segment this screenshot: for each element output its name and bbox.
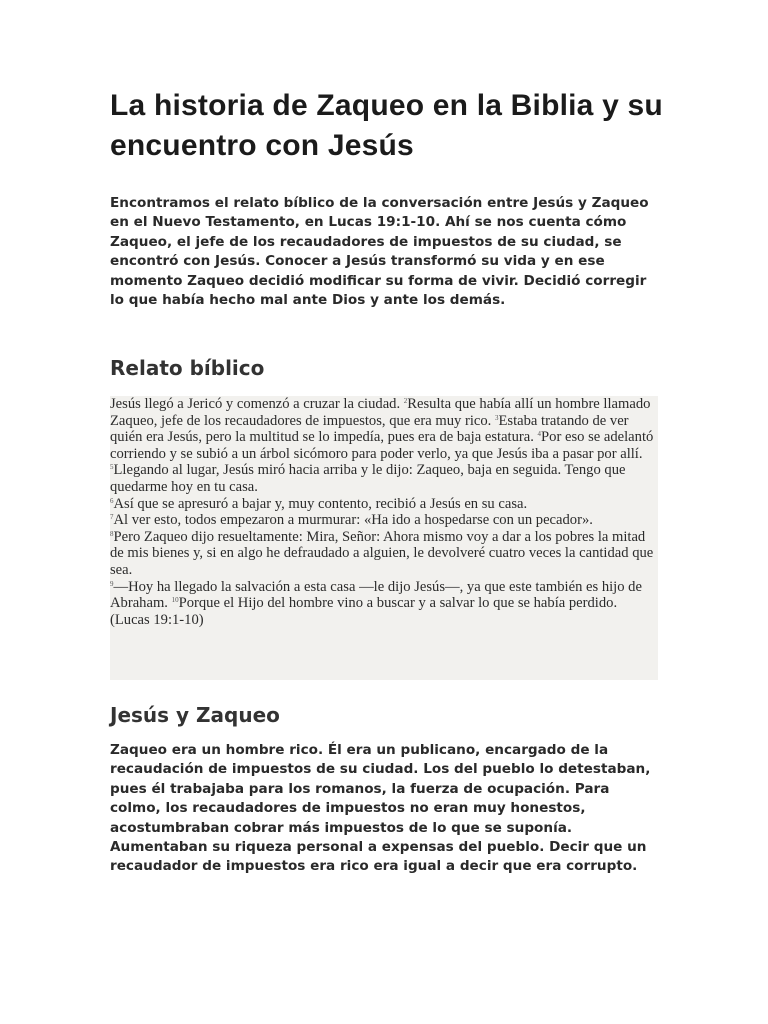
- verse-3-text: Estaba tratando de ver quién era Jesús, pero la multitud se lo impedía, pues era de baja estatura.: [110, 412, 629, 446]
- bible-quote-block: [110, 396, 658, 680]
- quote-paragraph-5: [110, 462, 658, 495]
- quote-paragraph-6: [110, 496, 658, 513]
- verse-6-text: Así que se apresuró a bajar y, muy contento, recibió a Jesús en su casa.: [113, 495, 528, 512]
- verse-7-number: 7: [110, 513, 114, 522]
- section-heading-jesus-zaqueo: Jesús y Zaqueo: [110, 703, 280, 727]
- verse-9-text: —Hoy ha llegado la salvación a esta casa —le dijo Jesús—, ya que este también es hijo de Abraham.: [110, 578, 642, 612]
- quote-reference: (Lucas 19:1-10): [110, 611, 204, 628]
- quote-paragraph-8: [110, 529, 658, 579]
- verse-10-number: 10: [171, 596, 179, 605]
- verse-4-text: Por eso se adelantó corriendo y se subió a un árbol sicómoro para poder verlo, ya que Jesús iba a pasar por allí.: [110, 429, 654, 462]
- verse-4-number: 4: [537, 430, 542, 439]
- verse-9-number: 9: [110, 579, 114, 588]
- verse-8-number: 8: [110, 529, 114, 538]
- verse-5-text: Llegando al lugar, Jesús miró hacia arriba y le dijo: Zaqueo, baja en seguida. Tengo que quedarme hoy en tu casa.: [110, 462, 626, 495]
- verse-7-text: Al ver esto, todos empezaron a murmurar: «Ha ido a hospedarse con un pecador».: [113, 512, 593, 529]
- quote-paragraph-1: [110, 396, 658, 462]
- section2-paragraph: Zaqueo era un hombre rico. Él era un publicano, encargado de la recaudación de impuestos de su ciudad. Los del pueblo lo detestaban, pues él trabajaba para los romanos, la fuerza de ocupación. Para colmo, los recaudadores de impuestos no eran muy honestos, acostumbraban cobrar más impuestos de lo que se suponía. Aumentaban su riqueza personal a expensas del pueblo. Decir que un recaudador de impuestos era rico era igual a decir que era corrupto.: [110, 742, 651, 875]
- verse-8-text: Pero Zaqueo dijo resueltamente: Mira, Señor: Ahora mismo voy a dar a los pobres la mitad de mis bienes y, si en algo he defraudado a alguien, le devolveré cuatro veces la cantidad que sea.: [110, 528, 654, 578]
- verse-2-text: Resulta que había allí un hombre llamado Zaqueo, jefe de los recaudadores de impuestos, que era muy rico.: [110, 396, 651, 429]
- verse-6-number: 6: [110, 496, 114, 505]
- verse-2-number: 2: [403, 397, 408, 405]
- intro-paragraph: Encontramos el relato bíblico de la conversación entre Jesús y Zaqueo en el Nuevo Testamento, en Lucas 19:1-10. Ahí se nos cuenta cómo Zaqueo, el jefe de los recaudadores de impuestos de su ciudad, se encontró con Jesús. Conocer a Jesús transformó su vida y en ese momento Zaqueo decidió modificar su forma de vivir. Decidió corregir lo que había hecho mal ante Dios y ante los demás.: [110, 195, 649, 309]
- section-heading-relato: Relato bíblico: [110, 356, 265, 380]
- verse-1-text: Jesús llegó a Jericó y comenzó a cruzar la ciudad.: [110, 396, 404, 412]
- quote-paragraph-9: [110, 579, 658, 612]
- page-title: La historia de Zaqueo en la Biblia y su encuentro con Jesús: [110, 89, 663, 162]
- verse-3-number: 3: [494, 413, 499, 422]
- verse-5-number: 5: [110, 463, 114, 472]
- verse-10-text: Porque el Hijo del hombre vino a buscar y a salvar lo que se había perdido.: [178, 595, 618, 612]
- quote-paragraph-7: [110, 512, 658, 529]
